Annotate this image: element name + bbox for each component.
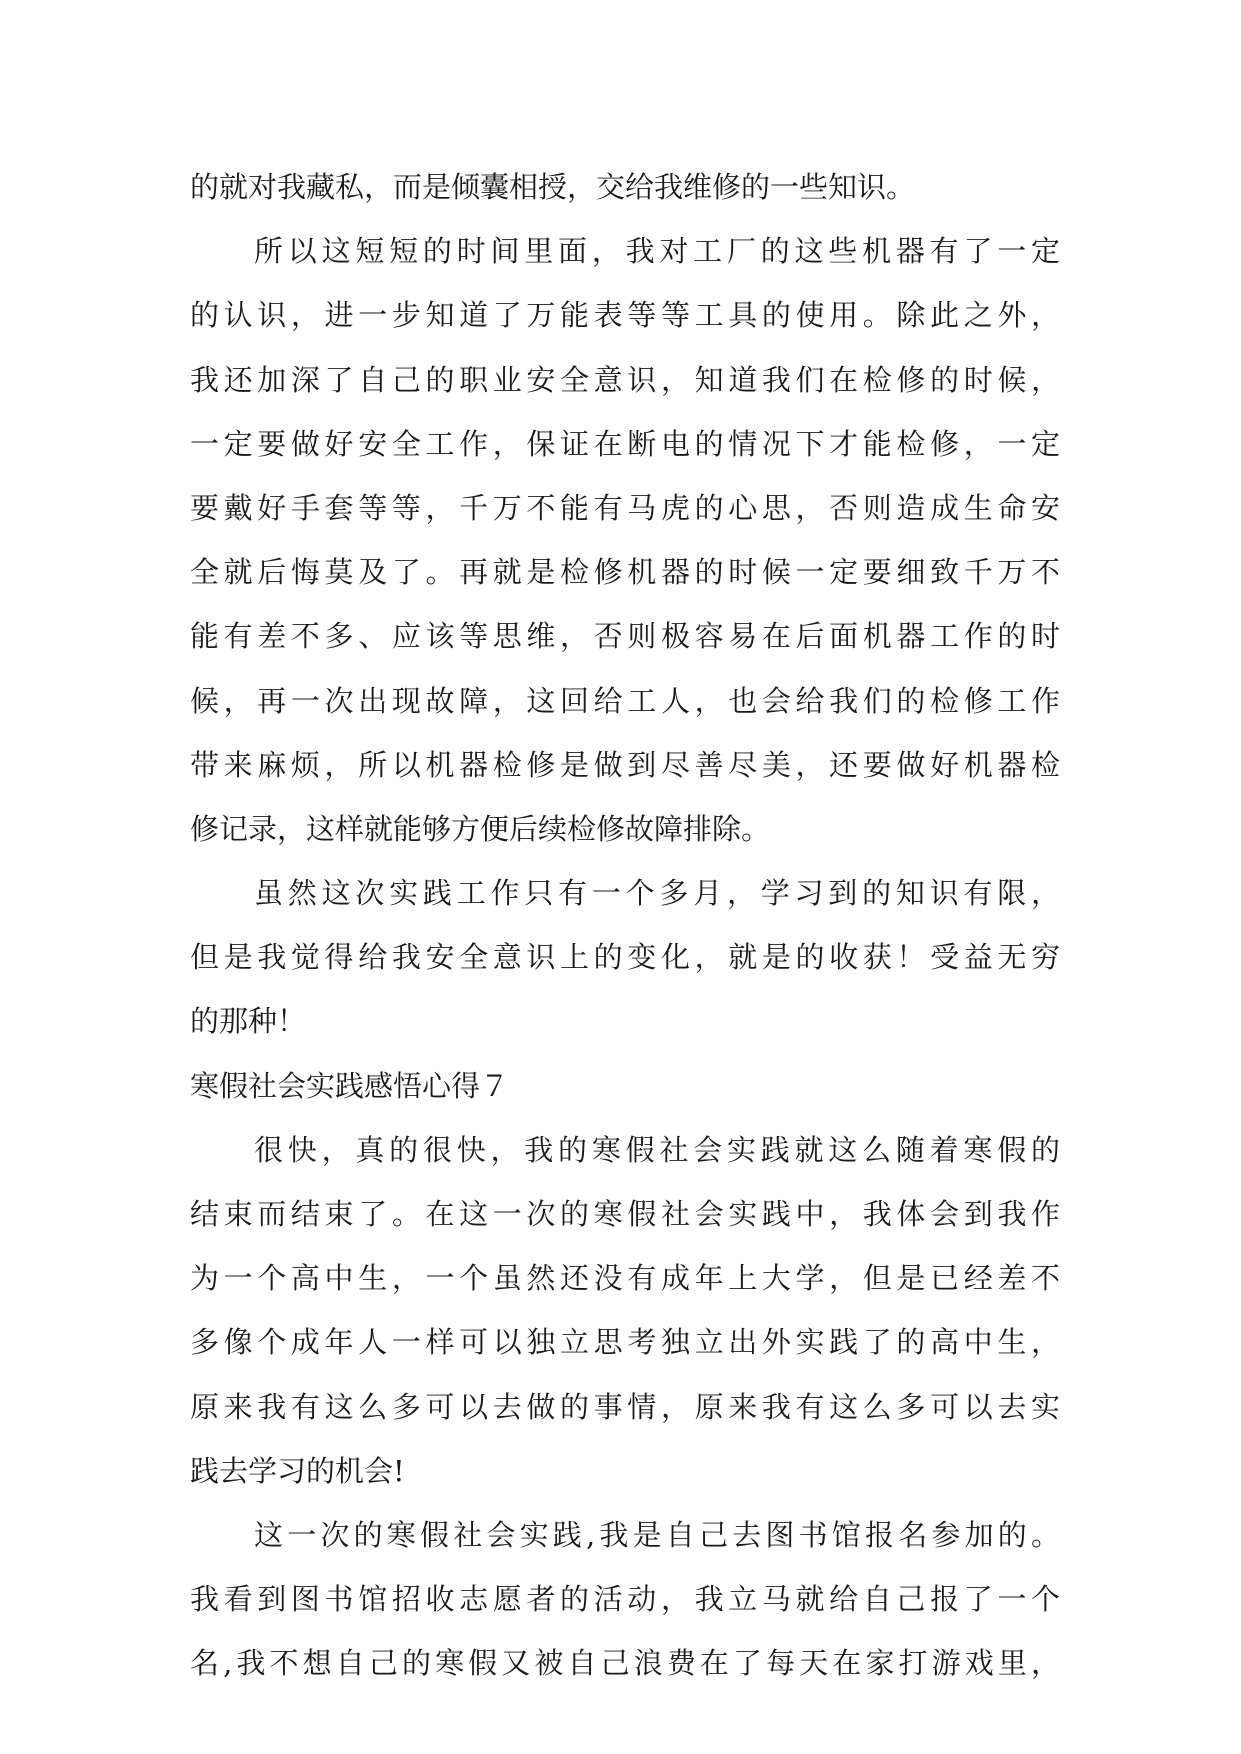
paragraph-line: 修记录，这样就能够方便后续检修故障排除。 [190, 811, 771, 846]
paragraph-line: 带来麻烦，所以机器检修是做到尽善尽美，还要做好机器检 [190, 747, 1060, 782]
paragraph-line: 很快，真的很快，我的寒假社会实践就这么随着寒假的 [254, 1132, 1060, 1167]
paragraph-line: 要戴好手套等等，千万不能有马虎的心思，否则造成生命安 [190, 490, 1060, 525]
paragraph-line: 我还加深了自己的职业安全意识，知道我们在检修的时候， [190, 362, 1060, 397]
section-heading: 寒假社会实践感悟心得７ [190, 1068, 510, 1103]
paragraph-line: 的那种！ [190, 1004, 307, 1039]
paragraph-line: 原来我有这么多可以去做的事情，原来我有这么多可以去实 [190, 1389, 1060, 1424]
paragraph-line: 多像个成年人一样可以独立思考独立出外实践了的高中生， [190, 1325, 1060, 1360]
document-page [190, 155, 1060, 1696]
paragraph-line: 的就对我藏私，而是倾囊相授，交给我维修的一些知识。 [190, 170, 916, 204]
paragraph-line: 这一次的寒假社会实践,我是自己去图书馆报名参加的。 [254, 1517, 1060, 1552]
paragraph-line: 为一个高中生，一个虽然还没有成年上大学，但是已经差不 [190, 1261, 1060, 1296]
paragraph-line: 能有差不多、应该等思维，否则极容易在后面机器工作的时 [190, 619, 1060, 654]
paragraph-line: 所以这短短的时间里面，我对工厂的这些机器有了一定 [254, 234, 1060, 269]
paragraph-line: 候，再一次出现故障，这回给工人，也会给我们的检修工作 [190, 683, 1060, 718]
paragraph-line: 结束而结束了。在这一次的寒假社会实践中，我体会到我作 [190, 1197, 1060, 1231]
paragraph-line: 但是我觉得给我安全意识上的变化，就是的收获！受益无穷 [190, 940, 1060, 975]
paragraph-line: 名,我不想自己的寒假又被自己浪费在了每天在家打游戏里， [190, 1646, 1060, 1681]
paragraph-line: 一定要做好安全工作，保证在断电的情况下才能检修，一定 [190, 426, 1060, 461]
paragraph-line: 践去学习的机会! [190, 1453, 405, 1488]
paragraph-line: 虽然这次实践工作只有一个多月，学习到的知识有限， [254, 876, 1060, 911]
paragraph-line: 全就后悔莫及了。再就是检修机器的时候一定要细致千万不 [190, 555, 1060, 590]
paragraph-line: 的认识，进一步知道了万能表等等工具的使用。除此之外， [190, 298, 1060, 333]
paragraph-line: 我看到图书馆招收志愿者的活动，我立马就给自己报了一个 [190, 1582, 1060, 1617]
